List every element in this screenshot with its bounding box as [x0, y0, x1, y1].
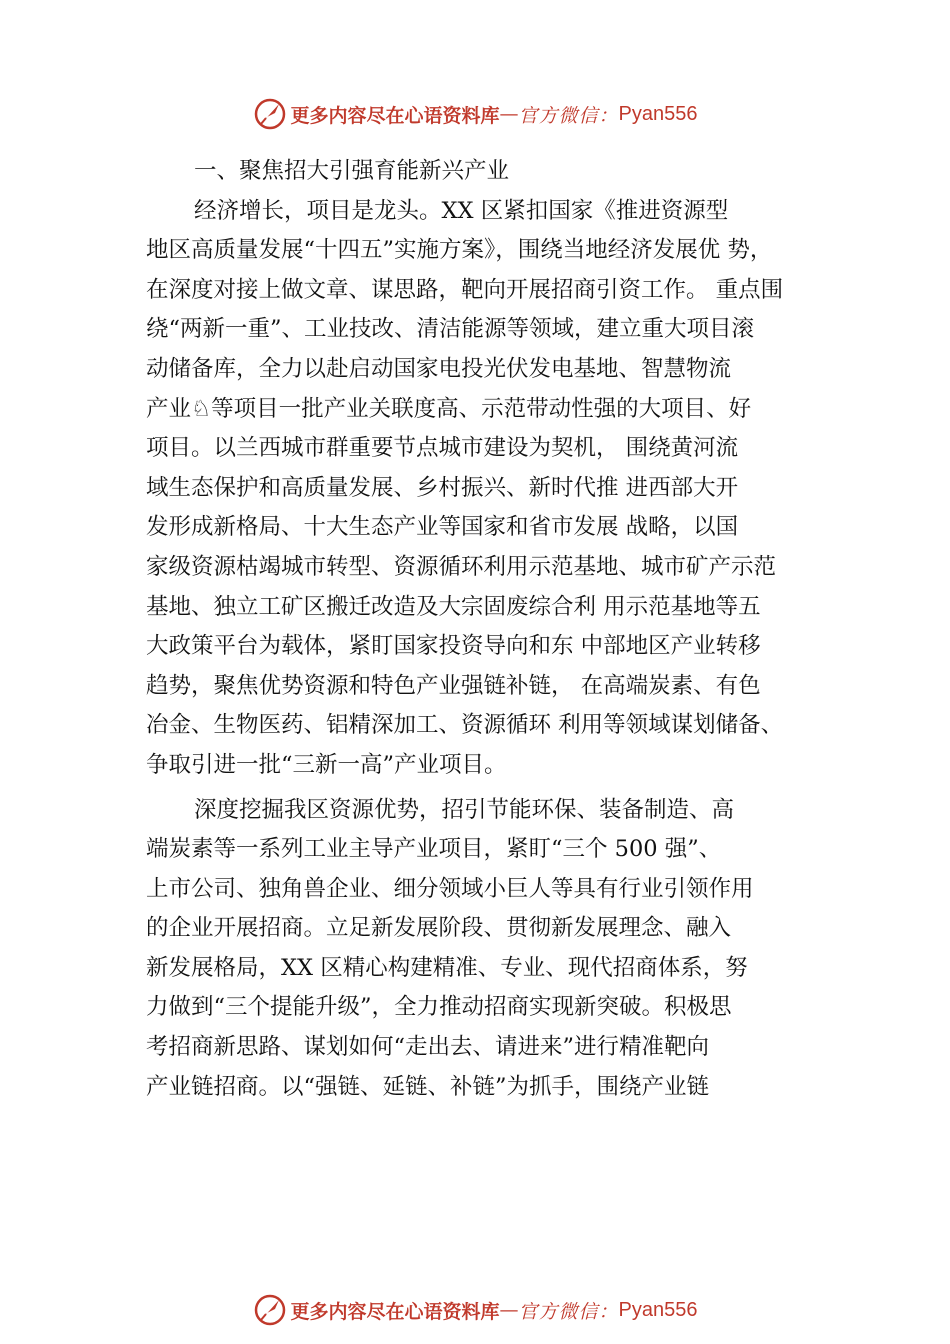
text-line: 的企业开展招商。立足新发展阶段、贯彻新发展理念、融入	[146, 915, 732, 942]
watermark-brand: 更多内容尽在心语资料库	[290, 104, 500, 127]
text-line: 地区高质量发展“十四五”实施方案》，围绕当地经济发展优 势，	[146, 237, 773, 264]
text-line: 大政策平台为载体，紧盯国家投资导向和东 中部地区产业转移	[146, 633, 761, 660]
text-line: 基地、独立工矿区搬迁改造及大宗固废综合利 用示范基地等五	[146, 593, 761, 620]
text-line: 力做到“三个提能升级”，全力推动招商实现新突破。积极思	[146, 994, 732, 1021]
text-line: 趋势，聚焦优势资源和特色产业强链补链， 在高端炭素、有色	[146, 672, 761, 699]
watermark-header	[0, 94, 950, 134]
text-line: 家级资源枯竭城市转型、资源循环利用示范基地、城市矿产示范	[146, 553, 777, 580]
document-body	[146, 152, 846, 1107]
quill-logo-icon	[253, 97, 287, 131]
text-line: 域生态保护和高质量发展、乡村振兴、新时代推 进西部大开	[146, 474, 739, 501]
quill-logo-icon	[253, 1293, 287, 1327]
text-line: 考招商新思路、谋划如何“走出去、请进来”进行精准靶向	[146, 1034, 710, 1061]
text-line: 深度挖掘我区资源优势，招引节能环保、装备制造、高	[194, 796, 735, 823]
text-line: 项目。以兰西城市群重要节点城市建设为契机， 围绕黄河流	[146, 435, 739, 462]
watermark-footer	[0, 1290, 950, 1330]
text-line: 在深度对接上做文章、谋思路，靶向开展招商引资工作。 重点围	[146, 276, 784, 303]
text-line: 新发展格局，XX 区精心构建精准、专业、现代招商体系，努	[146, 954, 748, 981]
text-line: 发形成新格局、十大生态产业等国家和省市发展 战略，以国	[146, 514, 739, 541]
watermark-wechat-id: Pyan556	[618, 1298, 698, 1321]
watermark-wechat-label: 官方微信：	[518, 104, 619, 127]
text-line: 动储备库，全力以赴启动国家电投光伏发电基地、智慧物流	[146, 355, 732, 382]
watermark-wechat-id: Pyan556	[618, 102, 698, 125]
watermark-brand: 更多内容尽在心语资料库	[290, 1300, 500, 1323]
text-line: 冶金、生物医药、铝精深加工、资源循环 利用等领域谋划储备、	[146, 712, 784, 739]
watermark-separator: —	[499, 1299, 519, 1321]
text-line: 争取引进一批“三新一高”产业项目。	[146, 751, 507, 778]
text-line: 上市公司、独角兽企业、细分领域小巨人等具有行业引领作用	[146, 875, 754, 902]
watermark-wechat-label: 官方微信：	[518, 1300, 619, 1323]
text-line: 产业♘等项目一批产业关联度高、示范带动性强的大项目、好	[146, 395, 752, 422]
text-line: 绕“两新一重”、工业技改、清洁能源等领域，建立重大项目滚	[146, 316, 755, 343]
text-line: 经济增长，项目是龙头。XX 区紧扣国家《推进资源型	[194, 197, 729, 224]
text-line: 产业链招商。以“强链、延链、补链”为抓手，围绕产业链	[146, 1073, 710, 1100]
watermark-separator: —	[499, 103, 519, 125]
section-heading: 一、聚焦招大引强育能新兴产业	[194, 158, 510, 184]
text-line: 端炭素等一系列工业主导产业项目，紧盯“三个 500 强”、	[146, 836, 722, 863]
